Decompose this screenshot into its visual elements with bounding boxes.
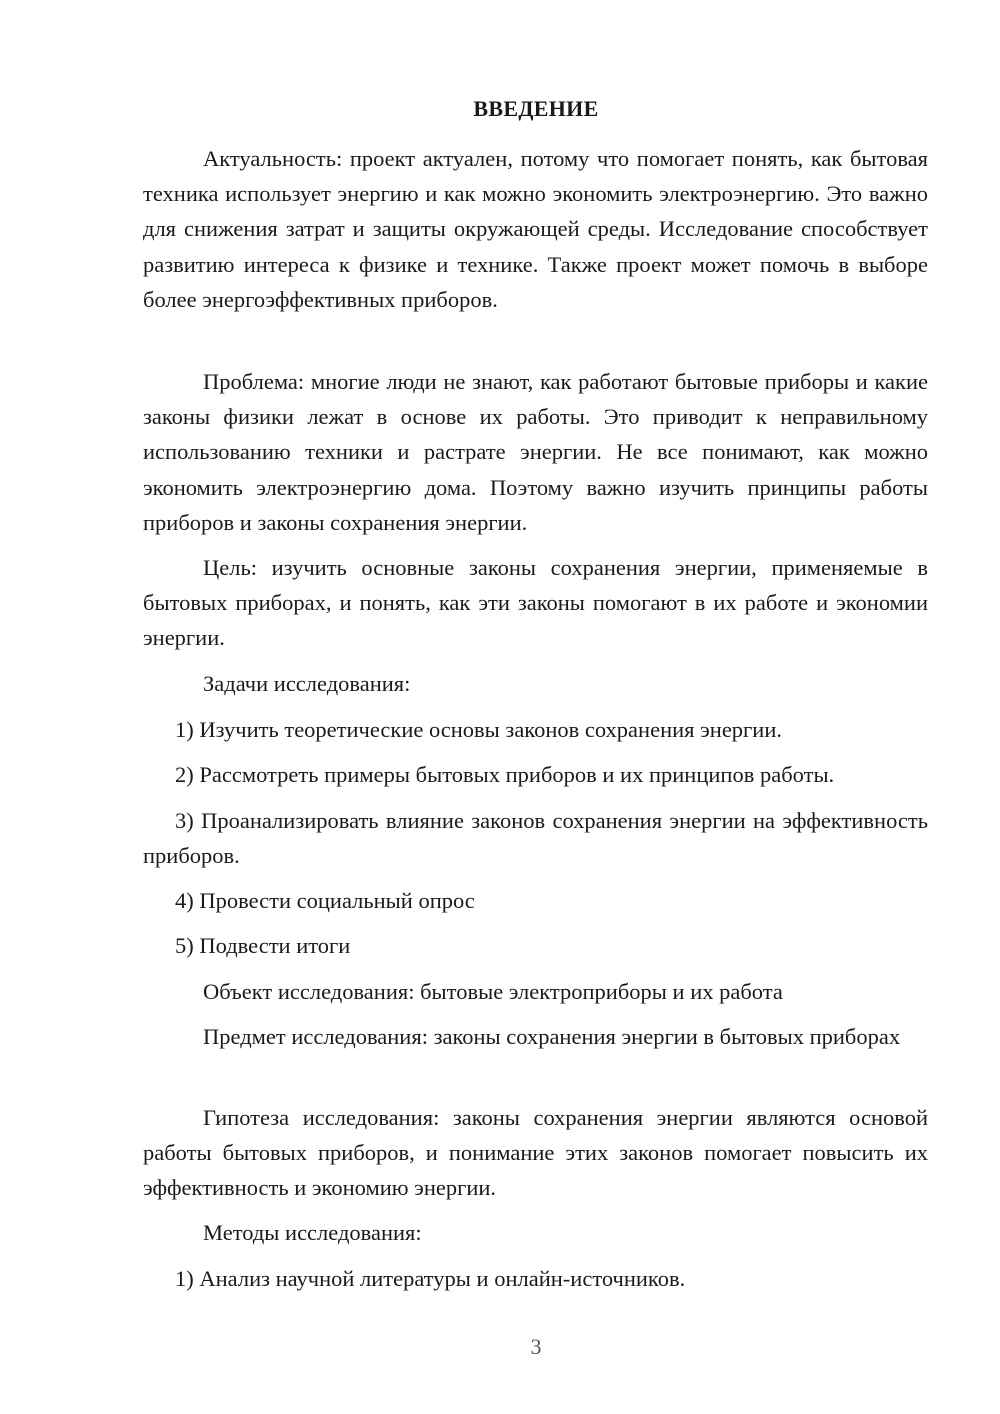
section-heading: ВВЕДЕНИЕ [473, 96, 599, 121]
paragraph-object: Объект исследования: бытовые электроприборы и их работа [203, 979, 783, 1004]
method-item-1: 1) Анализ научной литературы и онлайн-источников. [175, 1266, 686, 1291]
task-item-1: 1) Изучить теоретические основы законов сохранения энергии. [175, 717, 782, 742]
paragraph-hypothesis: Гипотеза исследования: законы сохранения энергии являются основой работы бытовых приборов, и понимание этих законов помогает повысить их эффективность и экономию энергии. [143, 1105, 928, 1201]
task-item-3: 3) Проанализировать влияние законов сохранения энергии на эффективность приборов. [143, 808, 928, 869]
tasks-title: Задачи исследования: [203, 671, 411, 696]
paragraph-subject: Предмет исследования: законы сохранения энергии в бытовых приборах [203, 1024, 901, 1049]
methods-title: Методы исследования: [203, 1220, 422, 1245]
paragraph-problem: Проблема: многие люди не знают, как работают бытовые приборы и какие законы физики лежат в основе их работы. Это приводит к неправильному использованию техники и растрате энергии. Не все понимают, как можно экономить электроэнергию дома. Поэтому важно изучить принципы работы приборов и законы сохранения энергии. [143, 369, 928, 535]
task-item-2: 2) Рассмотреть примеры бытовых приборов и их принципов работы. [175, 762, 835, 787]
paragraph-relevance: Актуальность: проект актуален, потому что помогает понять, как бытовая техника использует энергию и как можно экономить электроэнергию. Это важно для снижения затрат и защиты окружающей среды. Исследование способствует развитию интереса к физике и технике. Также проект может помочь в выборе более энергоэффективных приборов. [143, 146, 928, 312]
page-number: 3 [530, 1334, 542, 1359]
task-item-4: 4) Провести социальный опрос [175, 888, 475, 913]
paragraph-goal: Цель: изучить основные законы сохранения энергии, применяемые в бытовых приборах, и понять, как эти законы помогают в их работе и экономии энергии. [143, 555, 928, 651]
task-item-5: 5) Подвести итоги [175, 933, 351, 958]
